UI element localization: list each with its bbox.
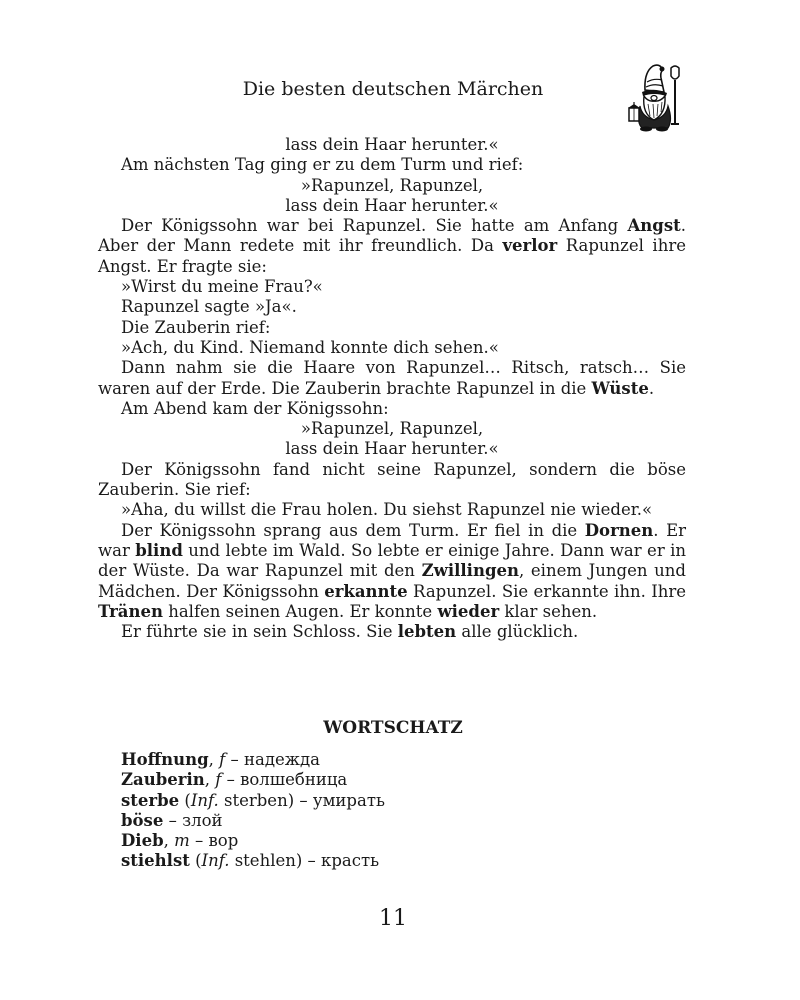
gnome-with-lantern-and-shovel-icon (620, 62, 686, 132)
story-text (98, 135, 686, 642)
vocab-entry (121, 770, 385, 790)
paragraph: Am nächsten Tag ging er zu dem Turm und rief: (121, 155, 524, 175)
paragraph-text: Rapunzel ihre Angst. Er fragte sie: (98, 236, 686, 276)
vocab-highlight: Angst (627, 216, 681, 236)
vocab-word: Zauberin (121, 770, 205, 790)
paragraph-text: Der Königssohn sprang aus dem Turm. Er fiel in die (121, 520, 585, 540)
vocab-grammar: f (215, 770, 222, 790)
paragraph: »Wirst du meine Frau?« (121, 277, 323, 297)
verse-line: lass dein Haar herunter.« (285, 439, 499, 459)
paragraph (98, 216, 686, 277)
paragraph-text: . (648, 378, 655, 398)
vocab-highlight: blind (135, 540, 183, 560)
paragraph: Am Abend kam der Königssohn: (121, 398, 389, 418)
vocab-translation: – злой (163, 810, 223, 830)
vocab-grammar: Inf. (201, 851, 230, 871)
vocab-grammar: Inf. (190, 790, 219, 810)
paragraph: Der Königssohn fand nicht seine Rapunzel, sondern die böse Zauberin. Sie rief: (98, 459, 686, 500)
vocab-entry (121, 831, 385, 851)
paragraph-text: . Er war (98, 520, 686, 560)
vocab-highlight: wieder (437, 601, 500, 621)
verse-line: »Rapunzel, Rapunzel, (300, 419, 484, 439)
running-header-title: Die besten deutschen Märchen (242, 78, 544, 100)
verse-line: »Rapunzel, Rapunzel, (300, 175, 484, 195)
vocab-highlight: lebten (397, 622, 457, 642)
paragraph: »Aha, du willst die Frau holen. Du siehst Rapunzel nie wieder.« (121, 500, 653, 520)
paragraph-text: Er führte sie in sein Schloss. Sie (121, 622, 398, 642)
paragraph-text: Der Königssohn war bei Rapunzel. Sie hatte am Anfang (121, 216, 628, 236)
paragraph-text: . Aber der Mann redete mit ihr freundlich. Da (98, 216, 686, 256)
vocab-highlight: Tränen (98, 601, 163, 621)
page-number: 11 (379, 906, 407, 931)
paragraph (98, 358, 686, 399)
paragraph-text: und lebte im Wald. So lebte er einige Jahre. Dann war er in der Wüste. Da war Rapunzel mit den (98, 540, 687, 581)
verse-line: lass dein Haar herunter.« (285, 135, 499, 154)
vocab-entry (121, 750, 385, 770)
vocab-word: Hoffnung (121, 750, 209, 769)
vocab-word: sterbe (121, 790, 180, 810)
vocab-highlight: Zwillingen (421, 561, 519, 581)
vocabulary-list (121, 750, 385, 872)
vocab-separator: , (208, 750, 220, 769)
vocab-separator: , (163, 831, 175, 851)
vocab-highlight: verlor (502, 236, 558, 256)
paragraph: Rapunzel sagte »Ja«. (121, 297, 297, 317)
vocab-word: Dieb (121, 831, 164, 851)
vocab-highlight: erkannte (324, 581, 408, 601)
paragraph-text: alle glücklich. (456, 622, 579, 642)
paragraph-text: , einem Jungen und Mädchen. Der Königssohn (98, 561, 686, 601)
vocab-separator: ( (179, 790, 191, 810)
vocab-word: stiehlst (121, 851, 190, 871)
vocabulary-heading: WORTSCHATZ (323, 718, 463, 738)
paragraph-text: klar sehen. (499, 601, 598, 621)
vocab-separator: ( (189, 851, 202, 871)
vocab-translation: stehlen) – красть (229, 851, 380, 871)
paragraph (98, 521, 686, 622)
verse-line: lass dein Haar herunter.« (285, 195, 499, 215)
vocab-grammar: m (174, 831, 190, 851)
vocab-translation: – волшебница (221, 770, 348, 790)
vocab-word: böse (121, 810, 164, 830)
vocab-highlight: Dornen (584, 520, 654, 540)
paragraph (98, 622, 686, 642)
paragraph-text: Dann nahm sie die Haare von Rapunzel… Ritsch, ratsch… Sie waren auf der Erde. Die Zauberin brachte Rapunzel in die (98, 358, 686, 398)
vocab-translation: sterben) – умирать (218, 790, 385, 810)
vocab-highlight: Wüste (591, 378, 649, 398)
vocab-grammar: f (219, 750, 226, 769)
vocab-translation: – надежда (225, 750, 320, 769)
paragraph: »Ach, du Kind. Niemand konnte dich sehen.« (121, 337, 499, 357)
paragraph-text: halfen seinen Augen. Er konnte (162, 601, 438, 621)
paragraph: Die Zauberin rief: (121, 317, 271, 337)
vocab-entry (121, 811, 385, 831)
vocab-translation: – вор (189, 831, 239, 851)
vocab-entry (121, 851, 385, 871)
vocab-entry (121, 791, 385, 811)
paragraph-text: Rapunzel. Sie erkannte ihn. Ihre (407, 581, 686, 601)
vocab-separator: , (204, 770, 216, 790)
